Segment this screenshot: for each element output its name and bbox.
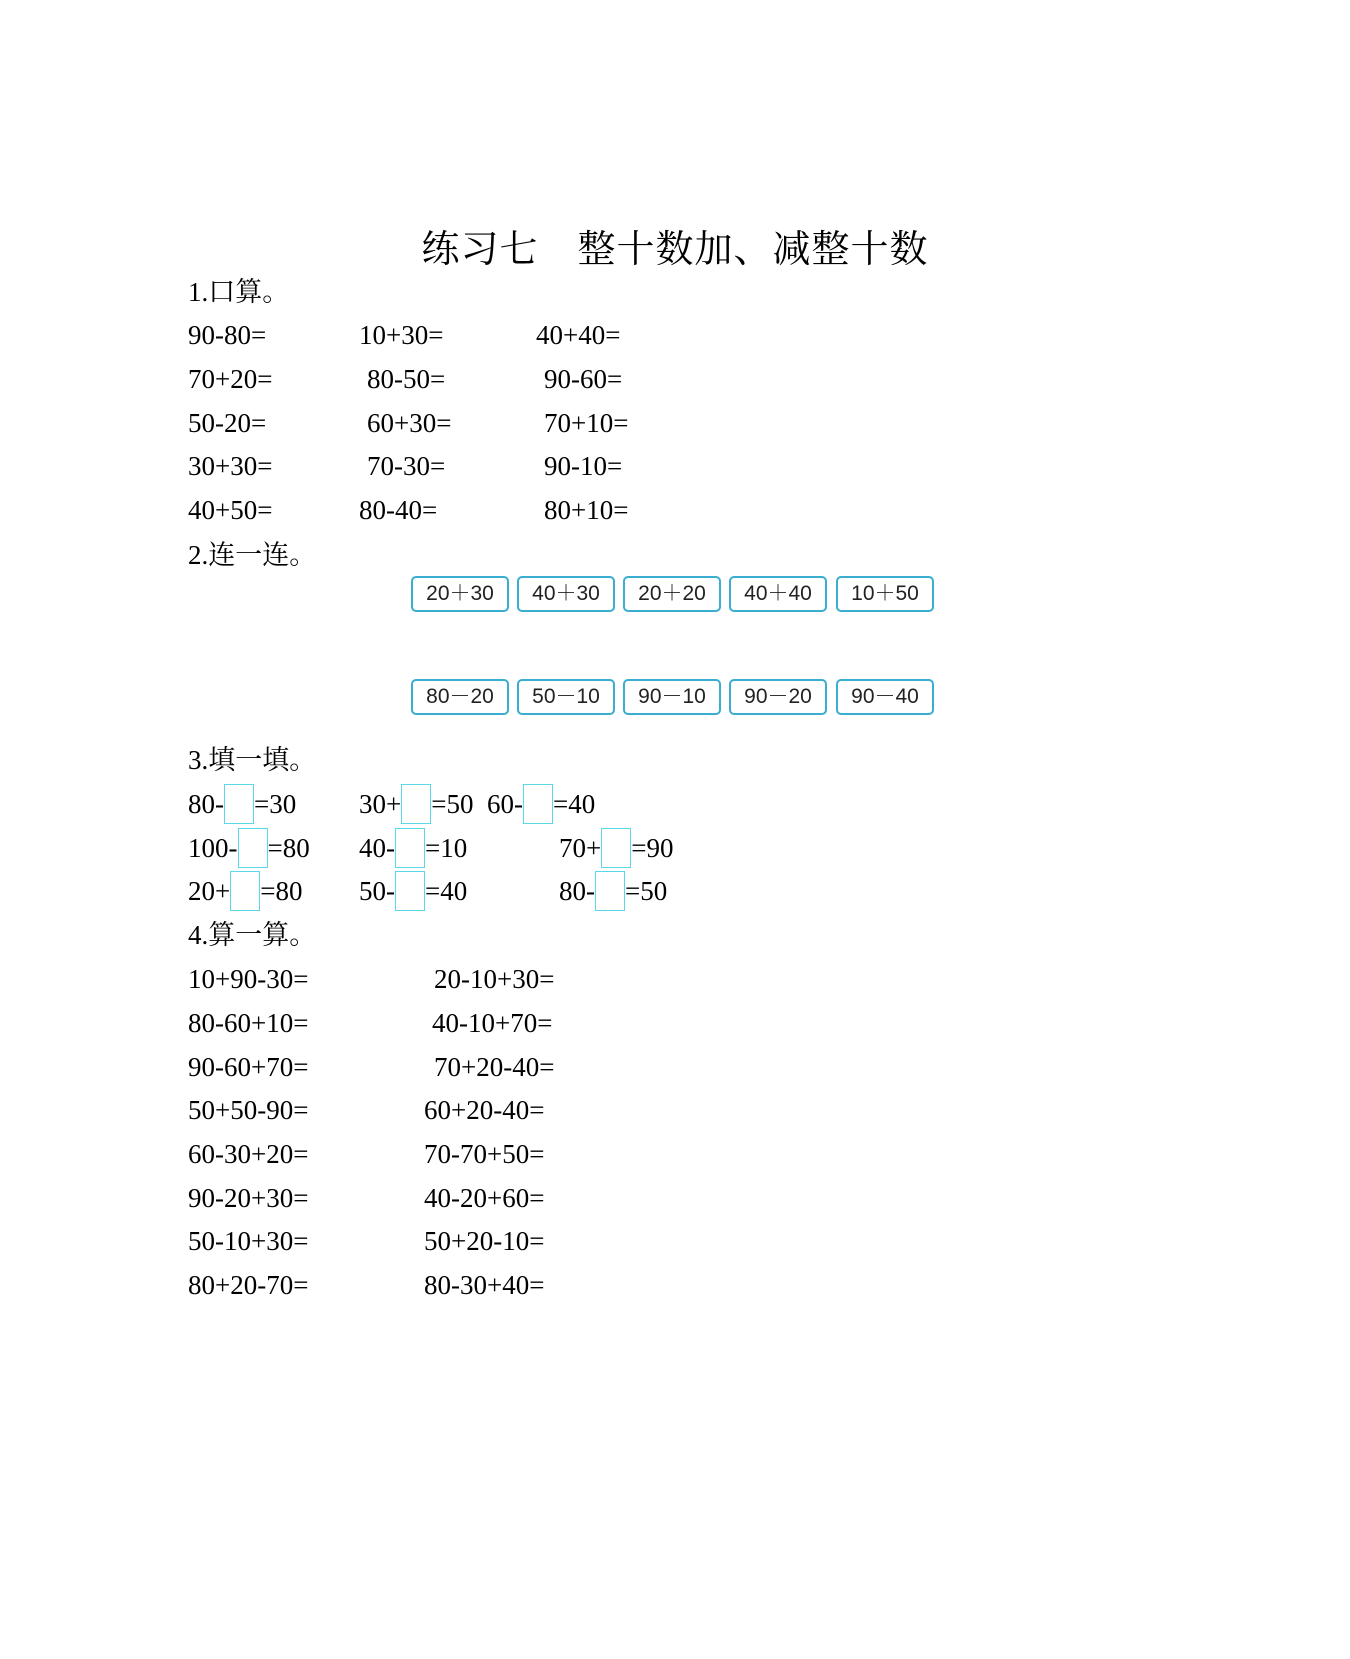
expression: 70+10= [544, 408, 629, 438]
expression-part: 30+ [359, 789, 402, 819]
answer-box[interactable] [401, 784, 431, 824]
match-card-bottom[interactable]: 80－20 [411, 679, 509, 715]
match-card-top[interactable]: 20＋20 [623, 576, 721, 612]
fill-expression [359, 831, 467, 868]
expression: 10+90-30= [188, 964, 309, 994]
expression: 50+20-10= [424, 1226, 545, 1256]
expression: 60-30+20= [188, 1139, 309, 1169]
expression-part: =50 [625, 876, 668, 906]
expression-part: =30 [254, 789, 297, 819]
fill-expression [188, 787, 296, 824]
fill-expression [359, 874, 467, 911]
fill-expression [559, 831, 673, 868]
expression: 80+10= [544, 495, 629, 525]
answer-box[interactable] [601, 828, 631, 868]
expression: 40-10+70= [432, 1008, 553, 1038]
expression: 80-40= [359, 495, 438, 525]
page-title: 练习七 整十数加、减整十数 [421, 227, 929, 271]
expression: 60+20-40= [424, 1095, 545, 1125]
section-1-heading: 1.口算。 [188, 277, 290, 307]
match-card-top[interactable]: 40＋40 [729, 576, 827, 612]
expression: 80-50= [367, 364, 446, 394]
expression: 90-20+30= [188, 1183, 309, 1213]
expression: 40+50= [188, 495, 273, 525]
answer-box[interactable] [523, 784, 553, 824]
expression-part: =90 [631, 833, 674, 863]
expression: 70-70+50= [424, 1139, 545, 1169]
expression: 30+30= [188, 451, 273, 481]
fill-expression [188, 874, 302, 911]
expression: 60+30= [367, 408, 452, 438]
expression-part: =80 [267, 833, 310, 863]
expression: 50+50-90= [188, 1095, 309, 1125]
fill-expression [487, 787, 595, 824]
expression: 80-60+10= [188, 1008, 309, 1038]
expression: 80-30+40= [424, 1270, 545, 1300]
expression: 70+20-40= [434, 1052, 555, 1082]
expression-part: 100- [188, 833, 238, 863]
expression: 40+40= [536, 320, 621, 350]
section-2-heading: 2.连一连。 [188, 540, 317, 570]
expression: 40-20+60= [424, 1183, 545, 1213]
section-4-heading: 4.算一算。 [188, 920, 317, 950]
match-card-top[interactable]: 20＋30 [411, 576, 509, 612]
answer-box[interactable] [395, 828, 425, 868]
expression: 50-10+30= [188, 1226, 309, 1256]
expression: 90-60= [544, 364, 623, 394]
answer-box[interactable] [238, 828, 268, 868]
answer-box[interactable] [595, 871, 625, 911]
expression: 10+30= [359, 320, 444, 350]
match-card-bottom[interactable]: 90－40 [836, 679, 934, 715]
match-card-bottom[interactable]: 50－10 [517, 679, 615, 715]
expression: 70-30= [367, 451, 446, 481]
fill-expression [559, 874, 667, 911]
fill-expression [188, 831, 310, 868]
answer-box[interactable] [395, 871, 425, 911]
match-card-bottom[interactable]: 90－10 [623, 679, 721, 715]
expression: 80+20-70= [188, 1270, 309, 1300]
fill-expression [359, 787, 473, 824]
expression-part: =10 [425, 833, 468, 863]
expression: 20-10+30= [434, 964, 555, 994]
expression: 90-80= [188, 320, 267, 350]
match-card-top[interactable]: 40＋30 [517, 576, 615, 612]
expression-part: =40 [553, 789, 596, 819]
expression: 90-10= [544, 451, 623, 481]
expression: 90-60+70= [188, 1052, 309, 1082]
match-card-top[interactable]: 10＋50 [836, 576, 934, 612]
expression-part: =50 [431, 789, 474, 819]
expression-part: 20+ [188, 876, 231, 906]
expression: 70+20= [188, 364, 273, 394]
expression-part: 70+ [559, 833, 602, 863]
answer-box[interactable] [224, 784, 254, 824]
expression-part: =40 [425, 876, 468, 906]
expression-part: 80- [559, 876, 595, 906]
expression-part: 60- [487, 789, 523, 819]
expression-part: =80 [260, 876, 303, 906]
expression-part: 40- [359, 833, 395, 863]
answer-box[interactable] [230, 871, 260, 911]
match-card-bottom[interactable]: 90－20 [729, 679, 827, 715]
section-3-heading: 3.填一填。 [188, 745, 317, 775]
expression-part: 80- [188, 789, 224, 819]
expression-part: 50- [359, 876, 395, 906]
expression: 50-20= [188, 408, 267, 438]
